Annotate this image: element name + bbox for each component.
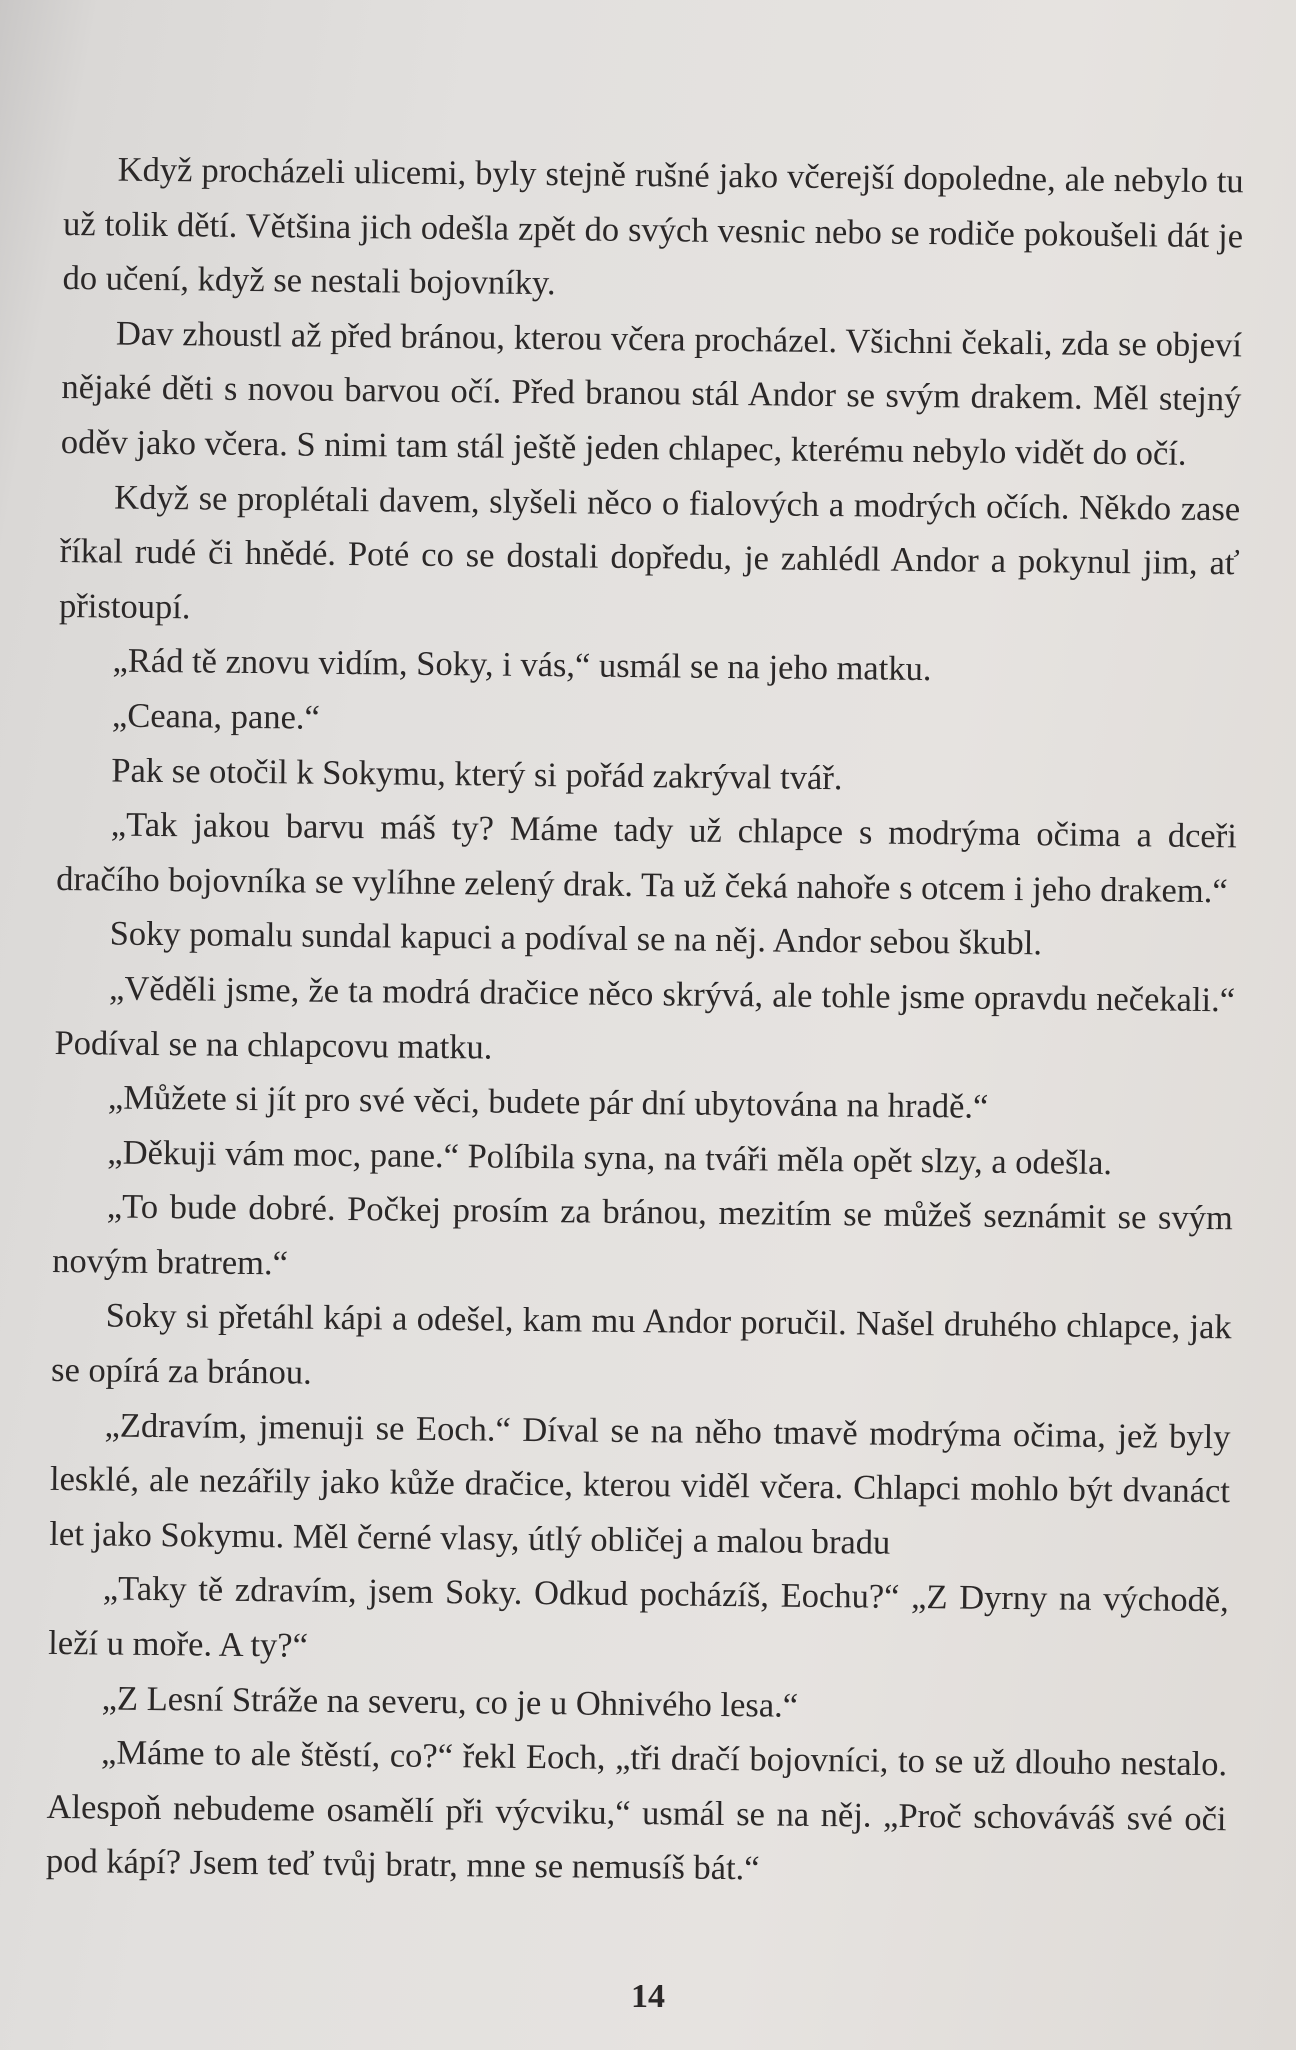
paragraph: „Ceana, pane.“ xyxy=(111,696,321,737)
paragraph: „Můžete si jít pro své věci, budete pár dní ubytována na hradě.“ xyxy=(107,1078,989,1126)
paragraph: „To bude dobré. Počkej prosím za bránou, mezitím se můžeš seznámit se svým novým bratrem.“ xyxy=(52,1187,1233,1283)
paragraph: Dav zhoustl až před bránou, kterou včera procházel. Všichni čekali, zda se objeví nějaké děti s novou barvou očí. Před branou stál Andor se svým drakem. Měl stejný oděv jako včera. S nimi tam stál ještě jeden chlapec, kterému nebylo vidět do očí. xyxy=(60,314,1243,473)
paragraph: Soky pomalu sundal kapuci a podíval se na něj. Andor sebou škubl. xyxy=(109,914,1043,963)
paragraph: „Věděli jsme, že ta modrá dračice něco skrývá, ale tohle jsme opravdu nečekali.“ Podíval se na chlapcovu matku. xyxy=(54,969,1236,1067)
page-number: 14 xyxy=(631,1978,665,2015)
paragraph: Pak se otočil k Sokymu, který si pořád zakrýval tvář. xyxy=(111,751,843,797)
paragraph: „Máme to ale štěstí, co?“ řekl Eoch, „tři dračí bojovníci, to se už dlouho nestalo. Alespoň nebudeme osamělí při výcviku,“ usmál se na něj. „Proč schováváš své oči pod kápí? Jsem teď tvůj bratr, mne se nemusíš bát.“ xyxy=(45,1733,1228,1888)
paragraph: Soky si přetáhl kápi a odešel, kam mu Andor poručil. Našel druhého chlapce, jak se opírá za bránou. xyxy=(50,1296,1232,1392)
body-text xyxy=(46,142,1244,1901)
paragraph: „Rád tě znovu vidím, Soky, i vás,“ usmál se na jeho matku. xyxy=(112,641,932,689)
paragraph: „Taky tě zdravím, jsem Soky. Odkud pocházíš, Eochu?“ „Z Dyrny na východě, leží u moře. A ty?“ xyxy=(48,1569,1229,1665)
paragraph: „Děkuji vám moc, pane.“ Políbila syna, na tváři měla opět slzy, a odešla. xyxy=(107,1133,1113,1182)
paragraph: „Z Lesní Stráže na severu, co je u Ohnivého lesa.“ xyxy=(101,1679,799,1725)
paragraph: „Tak jakou barvu máš ty? Máme tady už chlapce s modrýma očima a dceři dračího bojovníka se vylíhne zelený drak. Ta už čeká nahoře s otcem i jeho drakem.“ xyxy=(56,805,1237,910)
paragraph: Když se proplétali davem, slyšeli něco o fialových a modrých očích. Někdo zase říkal rudé či hnědé. Poté co se dostali dopředu, je zahlédl Andor a pokynul jim, ať přistoupí. xyxy=(58,478,1241,627)
paragraph: Když procházeli ulicemi, byly stejně rušné jako včerejší dopoledne, ale nebylo tu už tolik dětí. Většina jich odešla zpět do svých vesnic nebo se rodiče pokoušeli dát je do učení, když se nestali bojovníky. xyxy=(62,150,1244,303)
paragraph: „Zdravím, jmenuji se Eoch.“ Díval se na něho tmavě modrýma očima, jež byly lesklé, ale nezářily jako kůže dračice, kterou viděl včera. Chlapci mohlo být dvanáct let jako Sokymu. Měl černé vlasy, útlý obličej a malou bradu xyxy=(49,1406,1231,1562)
